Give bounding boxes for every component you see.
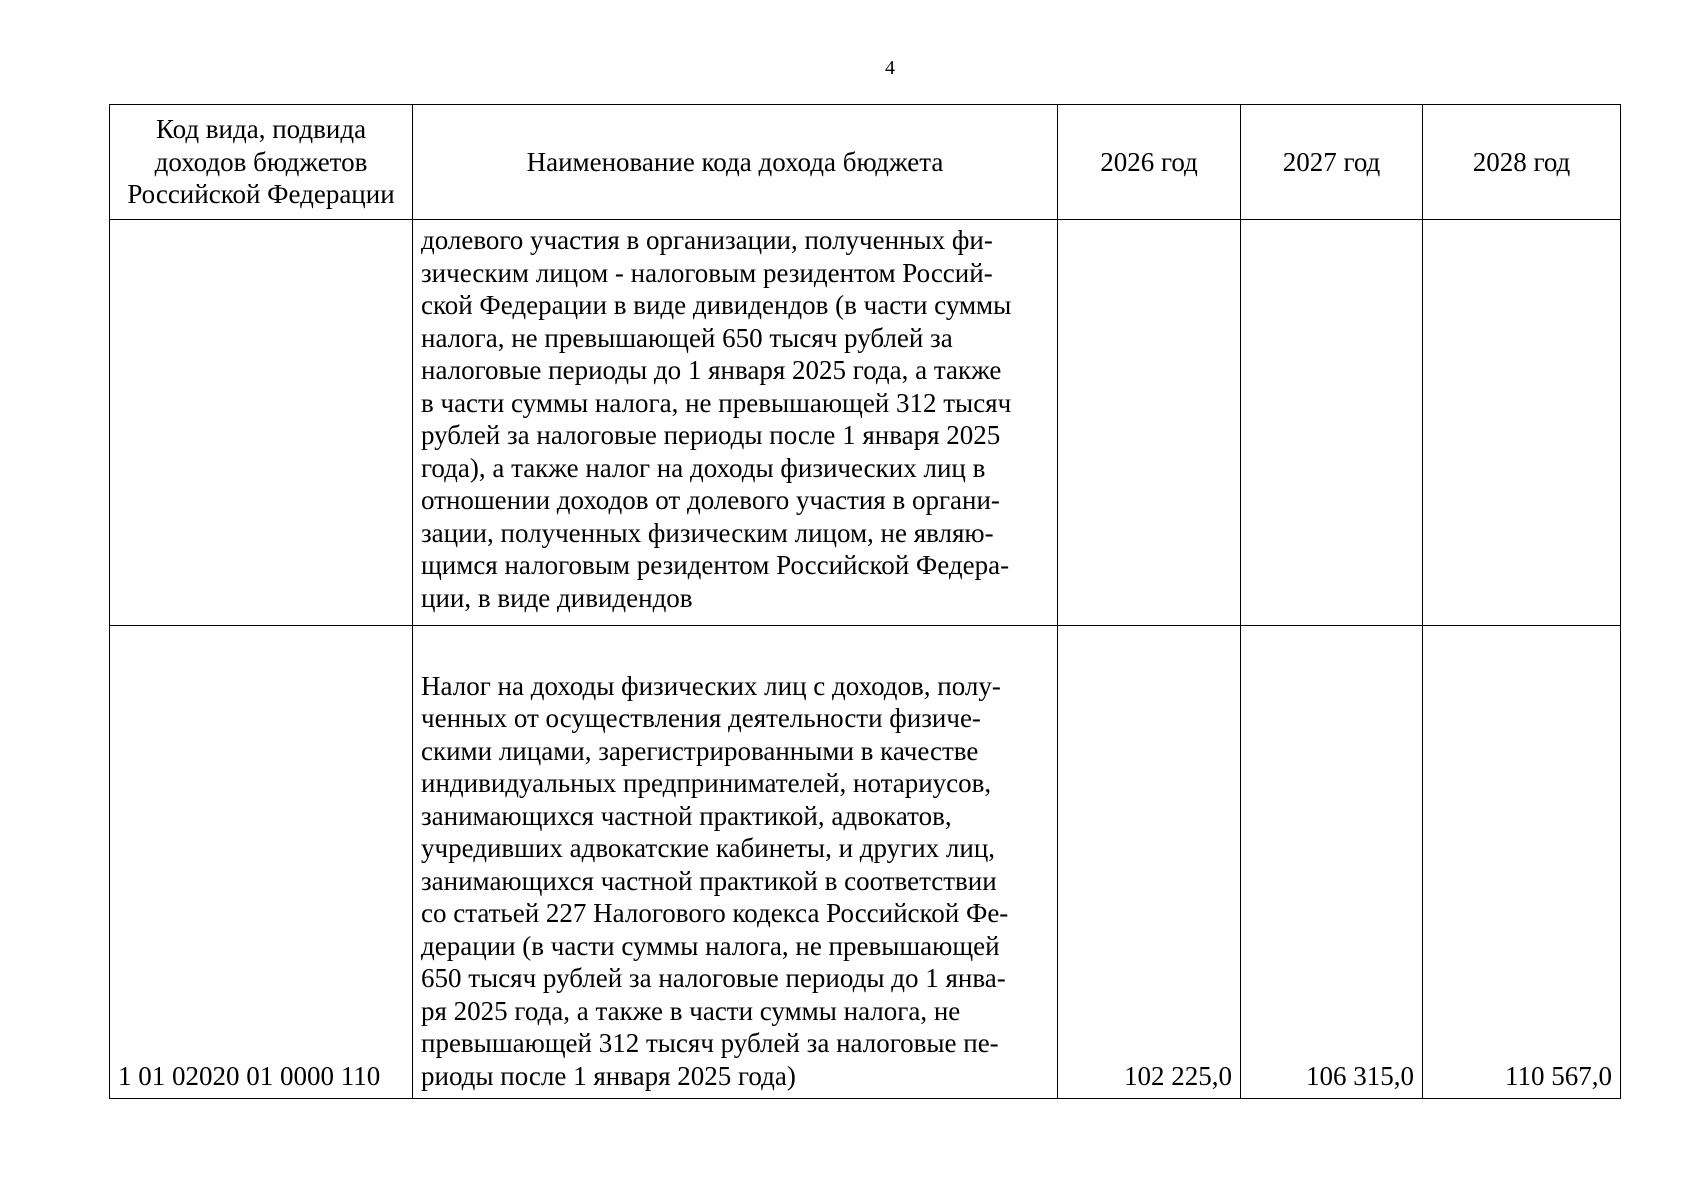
cell-name: долевого участия в организации, полученных фи- зическим лицом - налоговым резидентом Россий- ской Федерации в виде дивидендов (в части суммы налога, не превышающей 650 тысяч рублей за налоговые периоды до 1 января 2025 года, а также в части суммы налога, не превышающей 312 тысяч рублей за налоговые периоды после 1 января 2025 года), а также налог на доходы физических лиц в отношении доходов от долевого участия в органи- зации, полученных физическим лицом, не являю- щимся налоговым резидентом Российской Федера- ции, в виде дивидендов	[413, 220, 1058, 626]
cell-year-2027	[1241, 220, 1423, 626]
cell-year-2027: 106 315,0	[1241, 626, 1423, 1099]
table-header-row	[110, 105, 1621, 220]
budget-revenue-table	[109, 104, 1621, 1099]
header-code: Код вида, подвида доходов бюджетов Российской Федерации	[110, 105, 413, 220]
cell-year-2026: 102 225,0	[1058, 626, 1241, 1099]
page-number: 4	[885, 57, 895, 79]
cell-code	[110, 220, 413, 626]
cell-year-2028: 110 567,0	[1423, 626, 1621, 1099]
table-row	[110, 220, 1621, 626]
table-row	[110, 626, 1621, 1099]
cell-year-2026	[1058, 220, 1241, 626]
header-year-2027: 2027 год	[1241, 105, 1423, 220]
cell-year-2028	[1423, 220, 1621, 626]
header-name: Наименование кода дохода бюджета	[413, 105, 1058, 220]
cell-code: 1 01 02020 01 0000 110	[110, 626, 413, 1099]
cell-name: Налог на доходы физических лиц с доходов, полу- ченных от осуществления деятельности физиче- скими лицами, зарегистрированными в качестве индивидуальных предпринимателей, нотариусов, занимающихся частной практикой, адвокатов, учредивших адвокатские кабинеты, и других лиц, занимающихся частной практикой в соответствии со статьей 227 Налогового кодекса Российской Фе- дерации (в части суммы налога, не превышающей 650 тысяч рублей за налоговые периоды до 1 янва- ря 2025 года, а также в части суммы налога, не превышающей 312 тысяч рублей за налоговые пе- риоды после 1 января 2025 года)	[413, 626, 1058, 1099]
header-year-2026: 2026 год	[1058, 105, 1241, 220]
header-year-2028: 2028 год	[1423, 105, 1621, 220]
